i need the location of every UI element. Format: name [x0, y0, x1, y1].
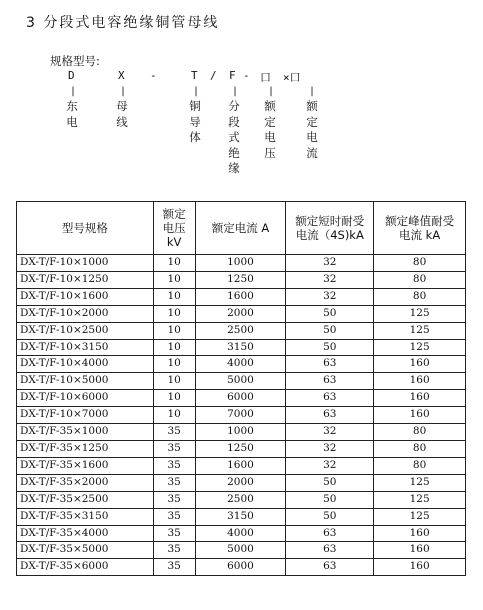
code-part-dash: -: [150, 69, 157, 82]
cell-peak: 125: [374, 491, 466, 508]
cell-peak: 160: [374, 525, 466, 542]
cell-current: 2000: [195, 474, 286, 491]
cell-model: DX-T/F-35×1250: [17, 440, 154, 457]
cell-short-time: 63: [286, 525, 374, 542]
connector-bar: |: [120, 86, 127, 97]
cell-voltage: 10: [153, 271, 195, 288]
page-title: 3 分段式电容绝缘铜管母线: [26, 15, 220, 31]
cell-short-time: 32: [286, 288, 374, 305]
cell-peak: 80: [374, 255, 466, 272]
cell-short-time: 63: [286, 407, 374, 424]
cell-peak: 125: [374, 322, 466, 339]
code-part-t: T: [191, 69, 198, 82]
cell-current: 3150: [195, 339, 286, 356]
cell-short-time: 63: [286, 356, 374, 373]
meaning-rated-current: 额定电流: [306, 99, 318, 160]
cell-model: DX-T/F-10×6000: [17, 390, 154, 407]
cell-voltage: 35: [153, 474, 195, 491]
connector-bar: |: [193, 86, 200, 97]
meaning-segmented-insulation: 分段式绝缘: [228, 99, 240, 175]
cell-model: DX-T/F-35×6000: [17, 559, 154, 576]
cell-current: 4000: [195, 356, 286, 373]
cell-peak: 125: [374, 508, 466, 525]
cell-short-time: 32: [286, 255, 374, 272]
cell-peak: 80: [374, 271, 466, 288]
cell-model: DX-T/F-35×5000: [17, 542, 154, 559]
cell-short-time: 32: [286, 457, 374, 474]
cell-peak: 160: [374, 390, 466, 407]
cell-current: 2000: [195, 305, 286, 322]
cell-model: DX-T/F-35×4000: [17, 525, 154, 542]
cell-voltage: 35: [153, 440, 195, 457]
cell-voltage: 35: [153, 491, 195, 508]
cell-peak: 160: [374, 407, 466, 424]
cell-short-time: 63: [286, 373, 374, 390]
code-part-current-box: ×口: [283, 71, 301, 84]
connector-bar: |: [268, 86, 275, 97]
table-row: [17, 322, 466, 339]
table-row: [17, 474, 466, 491]
table-row: [17, 559, 466, 576]
cell-model: DX-T/F-35×2500: [17, 491, 154, 508]
cell-current: 1600: [195, 288, 286, 305]
table-row: [17, 424, 466, 441]
cell-voltage: 10: [153, 390, 195, 407]
cell-current: 7000: [195, 407, 286, 424]
cell-voltage: 10: [153, 407, 195, 424]
cell-current: 6000: [195, 559, 286, 576]
cell-current: 2500: [195, 322, 286, 339]
connector-bar: |: [309, 86, 316, 97]
cell-peak: 160: [374, 356, 466, 373]
cell-short-time: 32: [286, 424, 374, 441]
table-row: [17, 440, 466, 457]
code-part-voltage-box: 口: [260, 71, 271, 84]
cell-model: DX-T/F-35×3150: [17, 508, 154, 525]
cell-peak: 160: [374, 559, 466, 576]
table-row: [17, 339, 466, 356]
cell-voltage: 35: [153, 542, 195, 559]
table-row: [17, 525, 466, 542]
cell-current: 1250: [195, 440, 286, 457]
meaning-copper-conductor: 铜导体: [189, 99, 201, 144]
connector-bar: |: [232, 86, 239, 97]
table-row: [17, 457, 466, 474]
cell-voltage: 35: [153, 508, 195, 525]
header-rated-voltage: 额定电压kV: [153, 202, 195, 255]
cell-current: 5000: [195, 373, 286, 390]
table-row: [17, 356, 466, 373]
table-row: [17, 288, 466, 305]
cell-current: 3150: [195, 508, 286, 525]
cell-voltage: 10: [153, 288, 195, 305]
header-model: 型号规格: [17, 202, 154, 255]
header-peak-current: 额定峰值耐受电流 kA: [374, 202, 466, 255]
table-row: [17, 508, 466, 525]
meaning-dongdian: 东电: [66, 99, 78, 129]
cell-current: 2500: [195, 491, 286, 508]
cell-current: 1250: [195, 271, 286, 288]
cell-model: DX-T/F-35×2000: [17, 474, 154, 491]
cell-voltage: 35: [153, 457, 195, 474]
cell-peak: 80: [374, 457, 466, 474]
cell-current: 5000: [195, 542, 286, 559]
spec-label: 规格型号:: [50, 54, 100, 68]
header-rated-current: 额定电流 A: [195, 202, 286, 255]
cell-short-time: 63: [286, 559, 374, 576]
cell-peak: 125: [374, 339, 466, 356]
cell-short-time: 63: [286, 390, 374, 407]
code-part-dash2: -: [243, 69, 250, 82]
cell-peak: 80: [374, 288, 466, 305]
table-row: [17, 305, 466, 322]
cell-voltage: 10: [153, 356, 195, 373]
cell-peak: 160: [374, 542, 466, 559]
cell-peak: 125: [374, 305, 466, 322]
cell-voltage: 10: [153, 255, 195, 272]
cell-model: DX-T/F-10×5000: [17, 373, 154, 390]
cell-short-time: 50: [286, 305, 374, 322]
cell-model: DX-T/F-35×1600: [17, 457, 154, 474]
table-row: [17, 271, 466, 288]
cell-short-time: 50: [286, 491, 374, 508]
code-part-x: X: [118, 69, 125, 82]
cell-voltage: 10: [153, 339, 195, 356]
code-part-f: F: [229, 69, 236, 82]
cell-voltage: 10: [153, 373, 195, 390]
cell-model: DX-T/F-35×1000: [17, 424, 154, 441]
code-part-d: D: [68, 69, 75, 82]
cell-short-time: 50: [286, 474, 374, 491]
cell-model: DX-T/F-10×1000: [17, 255, 154, 272]
cell-model: DX-T/F-10×7000: [17, 407, 154, 424]
cell-current: 1000: [195, 424, 286, 441]
cell-model: DX-T/F-10×2500: [17, 322, 154, 339]
cell-current: 4000: [195, 525, 286, 542]
connector-bar: |: [70, 86, 77, 97]
code-part-slash: /: [210, 69, 217, 82]
cell-peak: 80: [374, 424, 466, 441]
cell-short-time: 50: [286, 322, 374, 339]
cell-model: DX-T/F-10×4000: [17, 356, 154, 373]
table-row: [17, 390, 466, 407]
cell-short-time: 32: [286, 440, 374, 457]
cell-voltage: 35: [153, 559, 195, 576]
cell-voltage: 35: [153, 525, 195, 542]
cell-voltage: 10: [153, 322, 195, 339]
cell-model: DX-T/F-10×2000: [17, 305, 154, 322]
cell-short-time: 32: [286, 271, 374, 288]
table-row: [17, 373, 466, 390]
cell-peak: 125: [374, 474, 466, 491]
cell-model: DX-T/F-10×1600: [17, 288, 154, 305]
spec-table: [16, 201, 466, 576]
cell-model: DX-T/F-10×3150: [17, 339, 154, 356]
cell-voltage: 35: [153, 424, 195, 441]
meaning-busbar: 母线: [116, 99, 128, 129]
table-row: [17, 491, 466, 508]
table-body: [17, 255, 466, 576]
meaning-rated-voltage: 额定电压: [264, 99, 276, 160]
table-row: [17, 542, 466, 559]
cell-current: 1000: [195, 255, 286, 272]
cell-peak: 160: [374, 373, 466, 390]
cell-voltage: 10: [153, 305, 195, 322]
cell-short-time: 63: [286, 542, 374, 559]
cell-model: DX-T/F-10×1250: [17, 271, 154, 288]
table-row: [17, 407, 466, 424]
cell-short-time: 50: [286, 339, 374, 356]
header-short-time-current: 额定短时耐受电流（4S)kA: [286, 202, 374, 255]
table-row: [17, 255, 466, 272]
table-header-row: [17, 202, 466, 255]
cell-short-time: 50: [286, 508, 374, 525]
cell-current: 1600: [195, 457, 286, 474]
cell-peak: 80: [374, 440, 466, 457]
cell-current: 6000: [195, 390, 286, 407]
